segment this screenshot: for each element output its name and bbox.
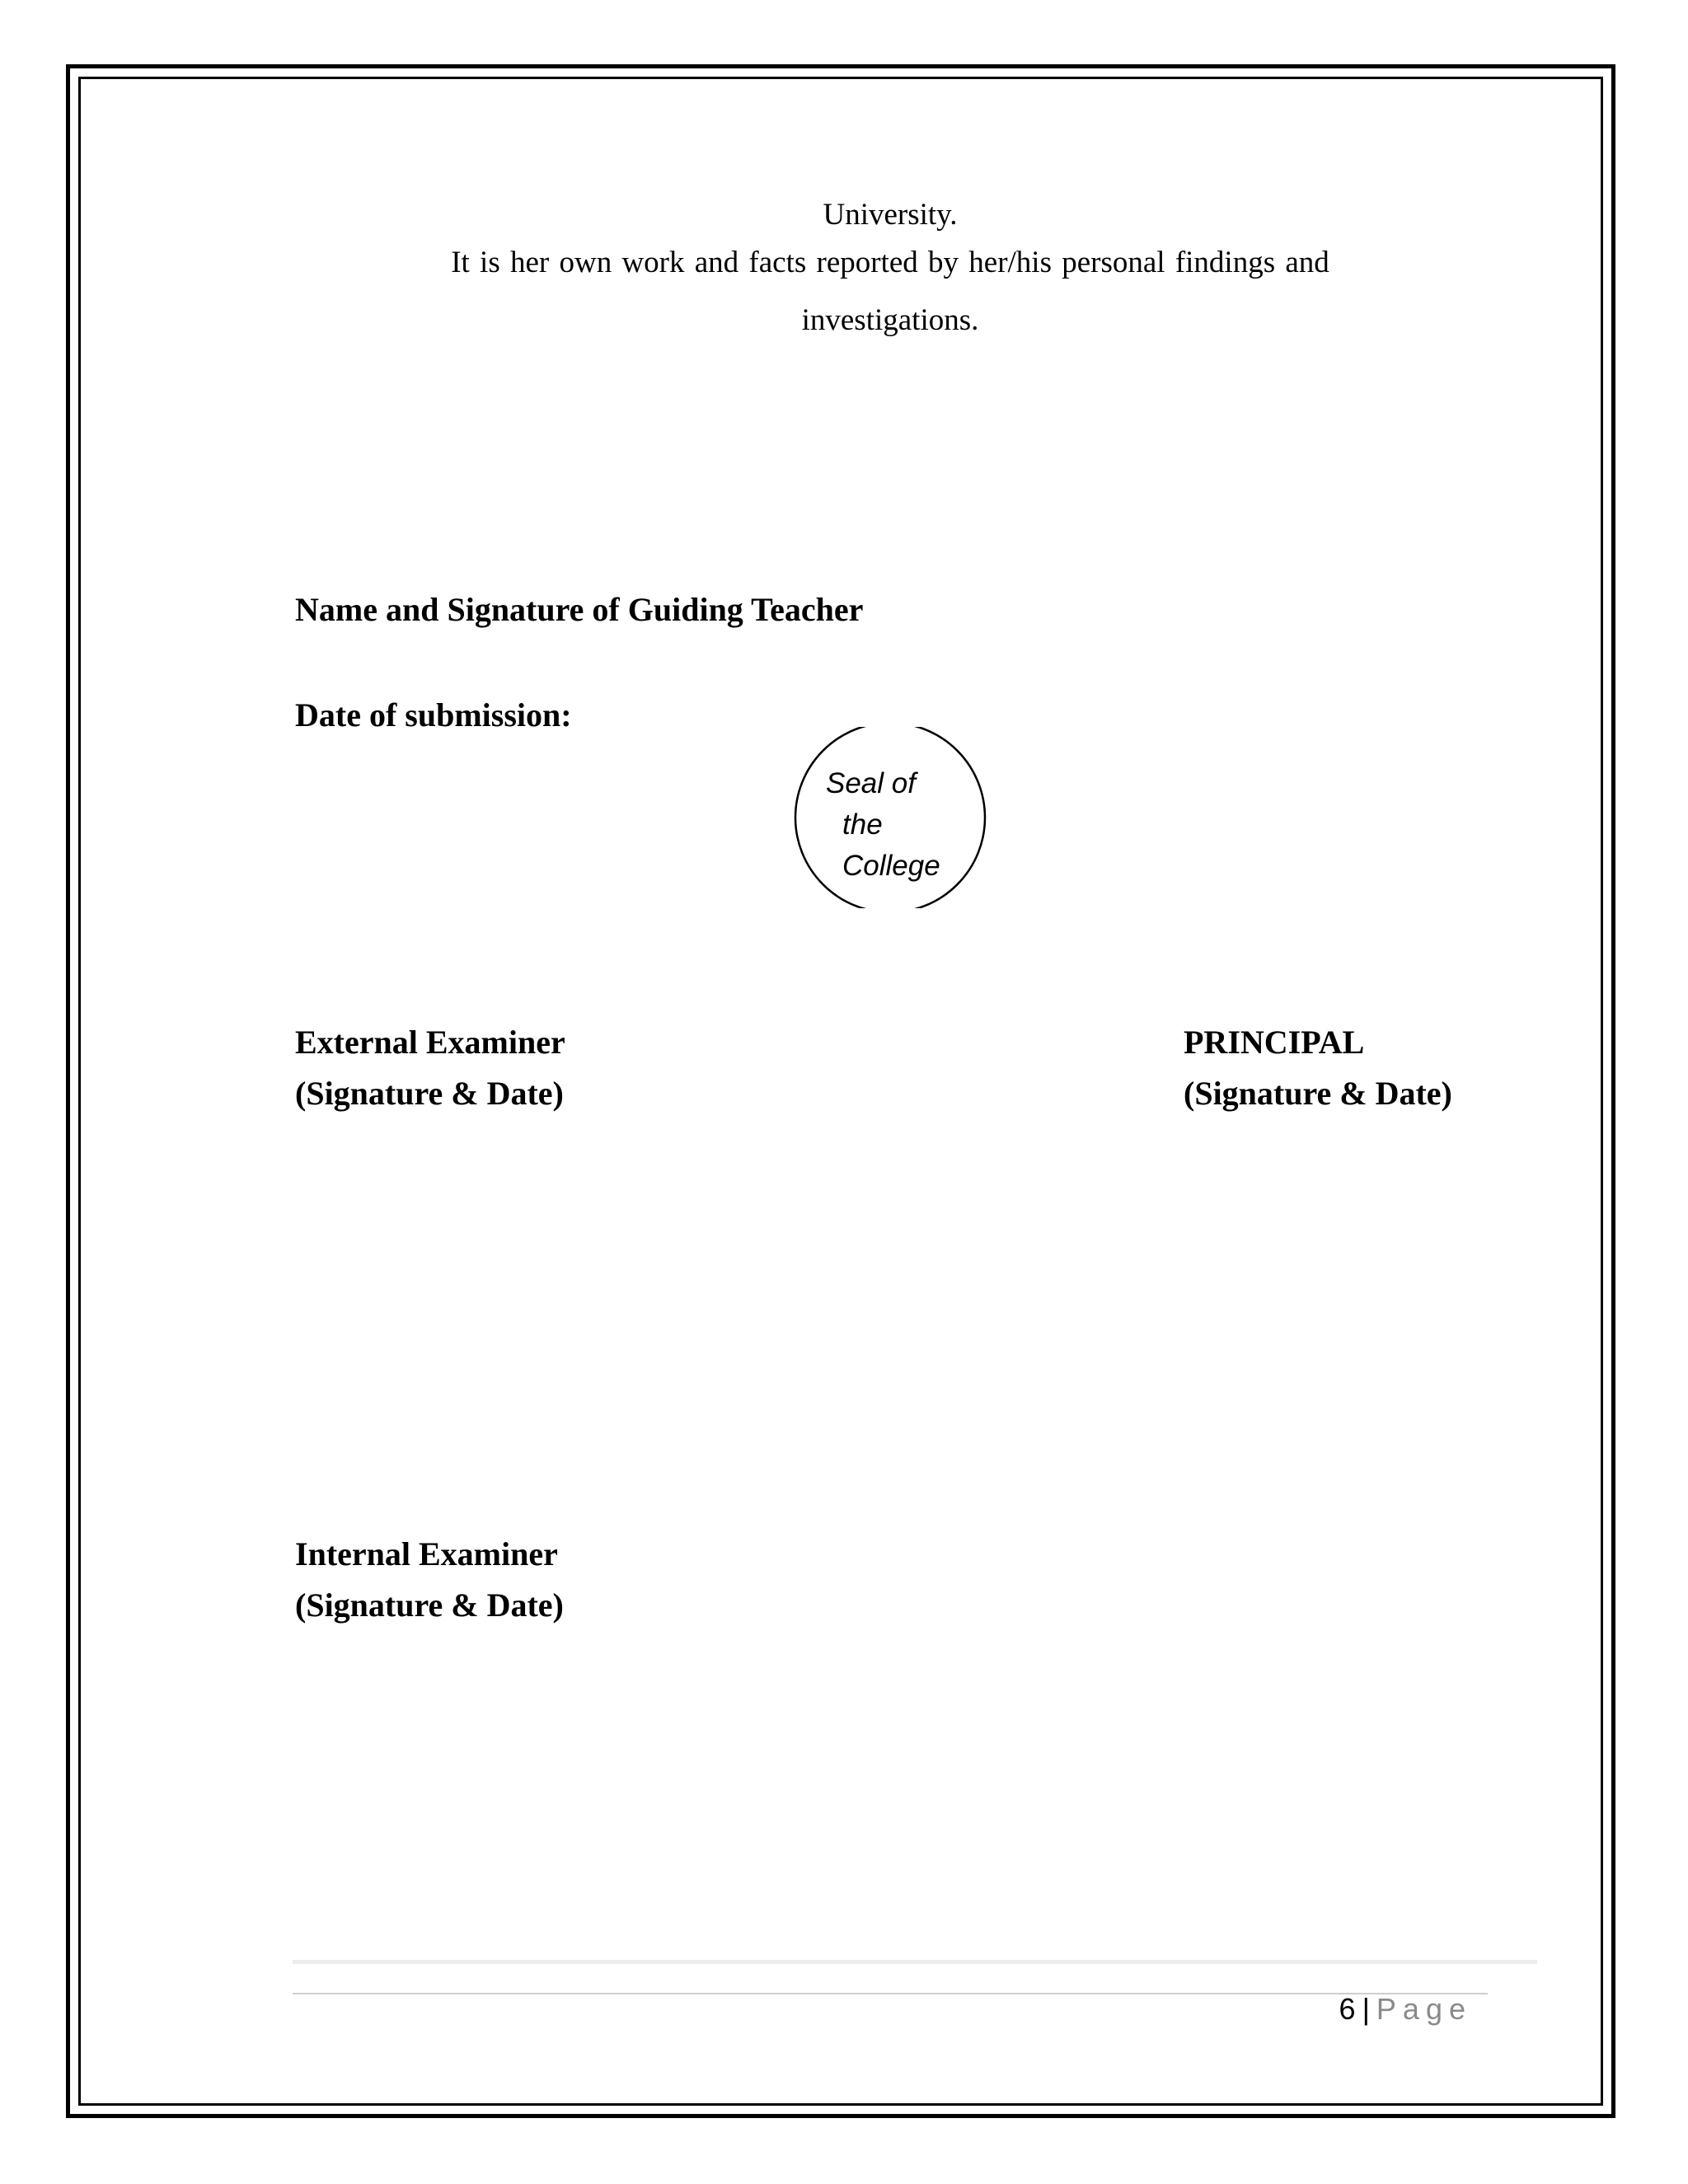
principal-label: PRINCIPAL bbox=[1184, 1024, 1365, 1061]
text-university: University. bbox=[823, 198, 958, 232]
page-number bbox=[1339, 1994, 1472, 2024]
principal-signature-date: (Signature & Date) bbox=[1184, 1075, 1452, 1112]
page-word: Page bbox=[1376, 1992, 1472, 2026]
guiding-teacher-label: Name and Signature of Guiding Teacher bbox=[295, 591, 864, 628]
date-of-submission-label: Date of submission: bbox=[295, 696, 572, 733]
page-number-value: 6 bbox=[1339, 1992, 1356, 2026]
college-seal bbox=[793, 727, 987, 908]
internal-signature-date: (Signature & Date) bbox=[295, 1586, 564, 1624]
external-signature-date: (Signature & Date) bbox=[295, 1075, 564, 1112]
footer-divider-1 bbox=[293, 1960, 1537, 1964]
footer-divider-2 bbox=[293, 1993, 1488, 1994]
seal-line-1: Seal of bbox=[826, 767, 916, 799]
seal-line-2: the bbox=[842, 808, 883, 841]
internal-examiner-label: Internal Examiner bbox=[295, 1535, 558, 1572]
seal-line-3: College bbox=[842, 850, 940, 882]
page-number-separator: | bbox=[1362, 1992, 1370, 2026]
text-own-work: It is her own work and facts reported by her/his personal findings and bbox=[451, 246, 1329, 279]
text-investigations: investigations. bbox=[801, 303, 979, 337]
external-examiner-label: External Examiner bbox=[295, 1024, 565, 1061]
